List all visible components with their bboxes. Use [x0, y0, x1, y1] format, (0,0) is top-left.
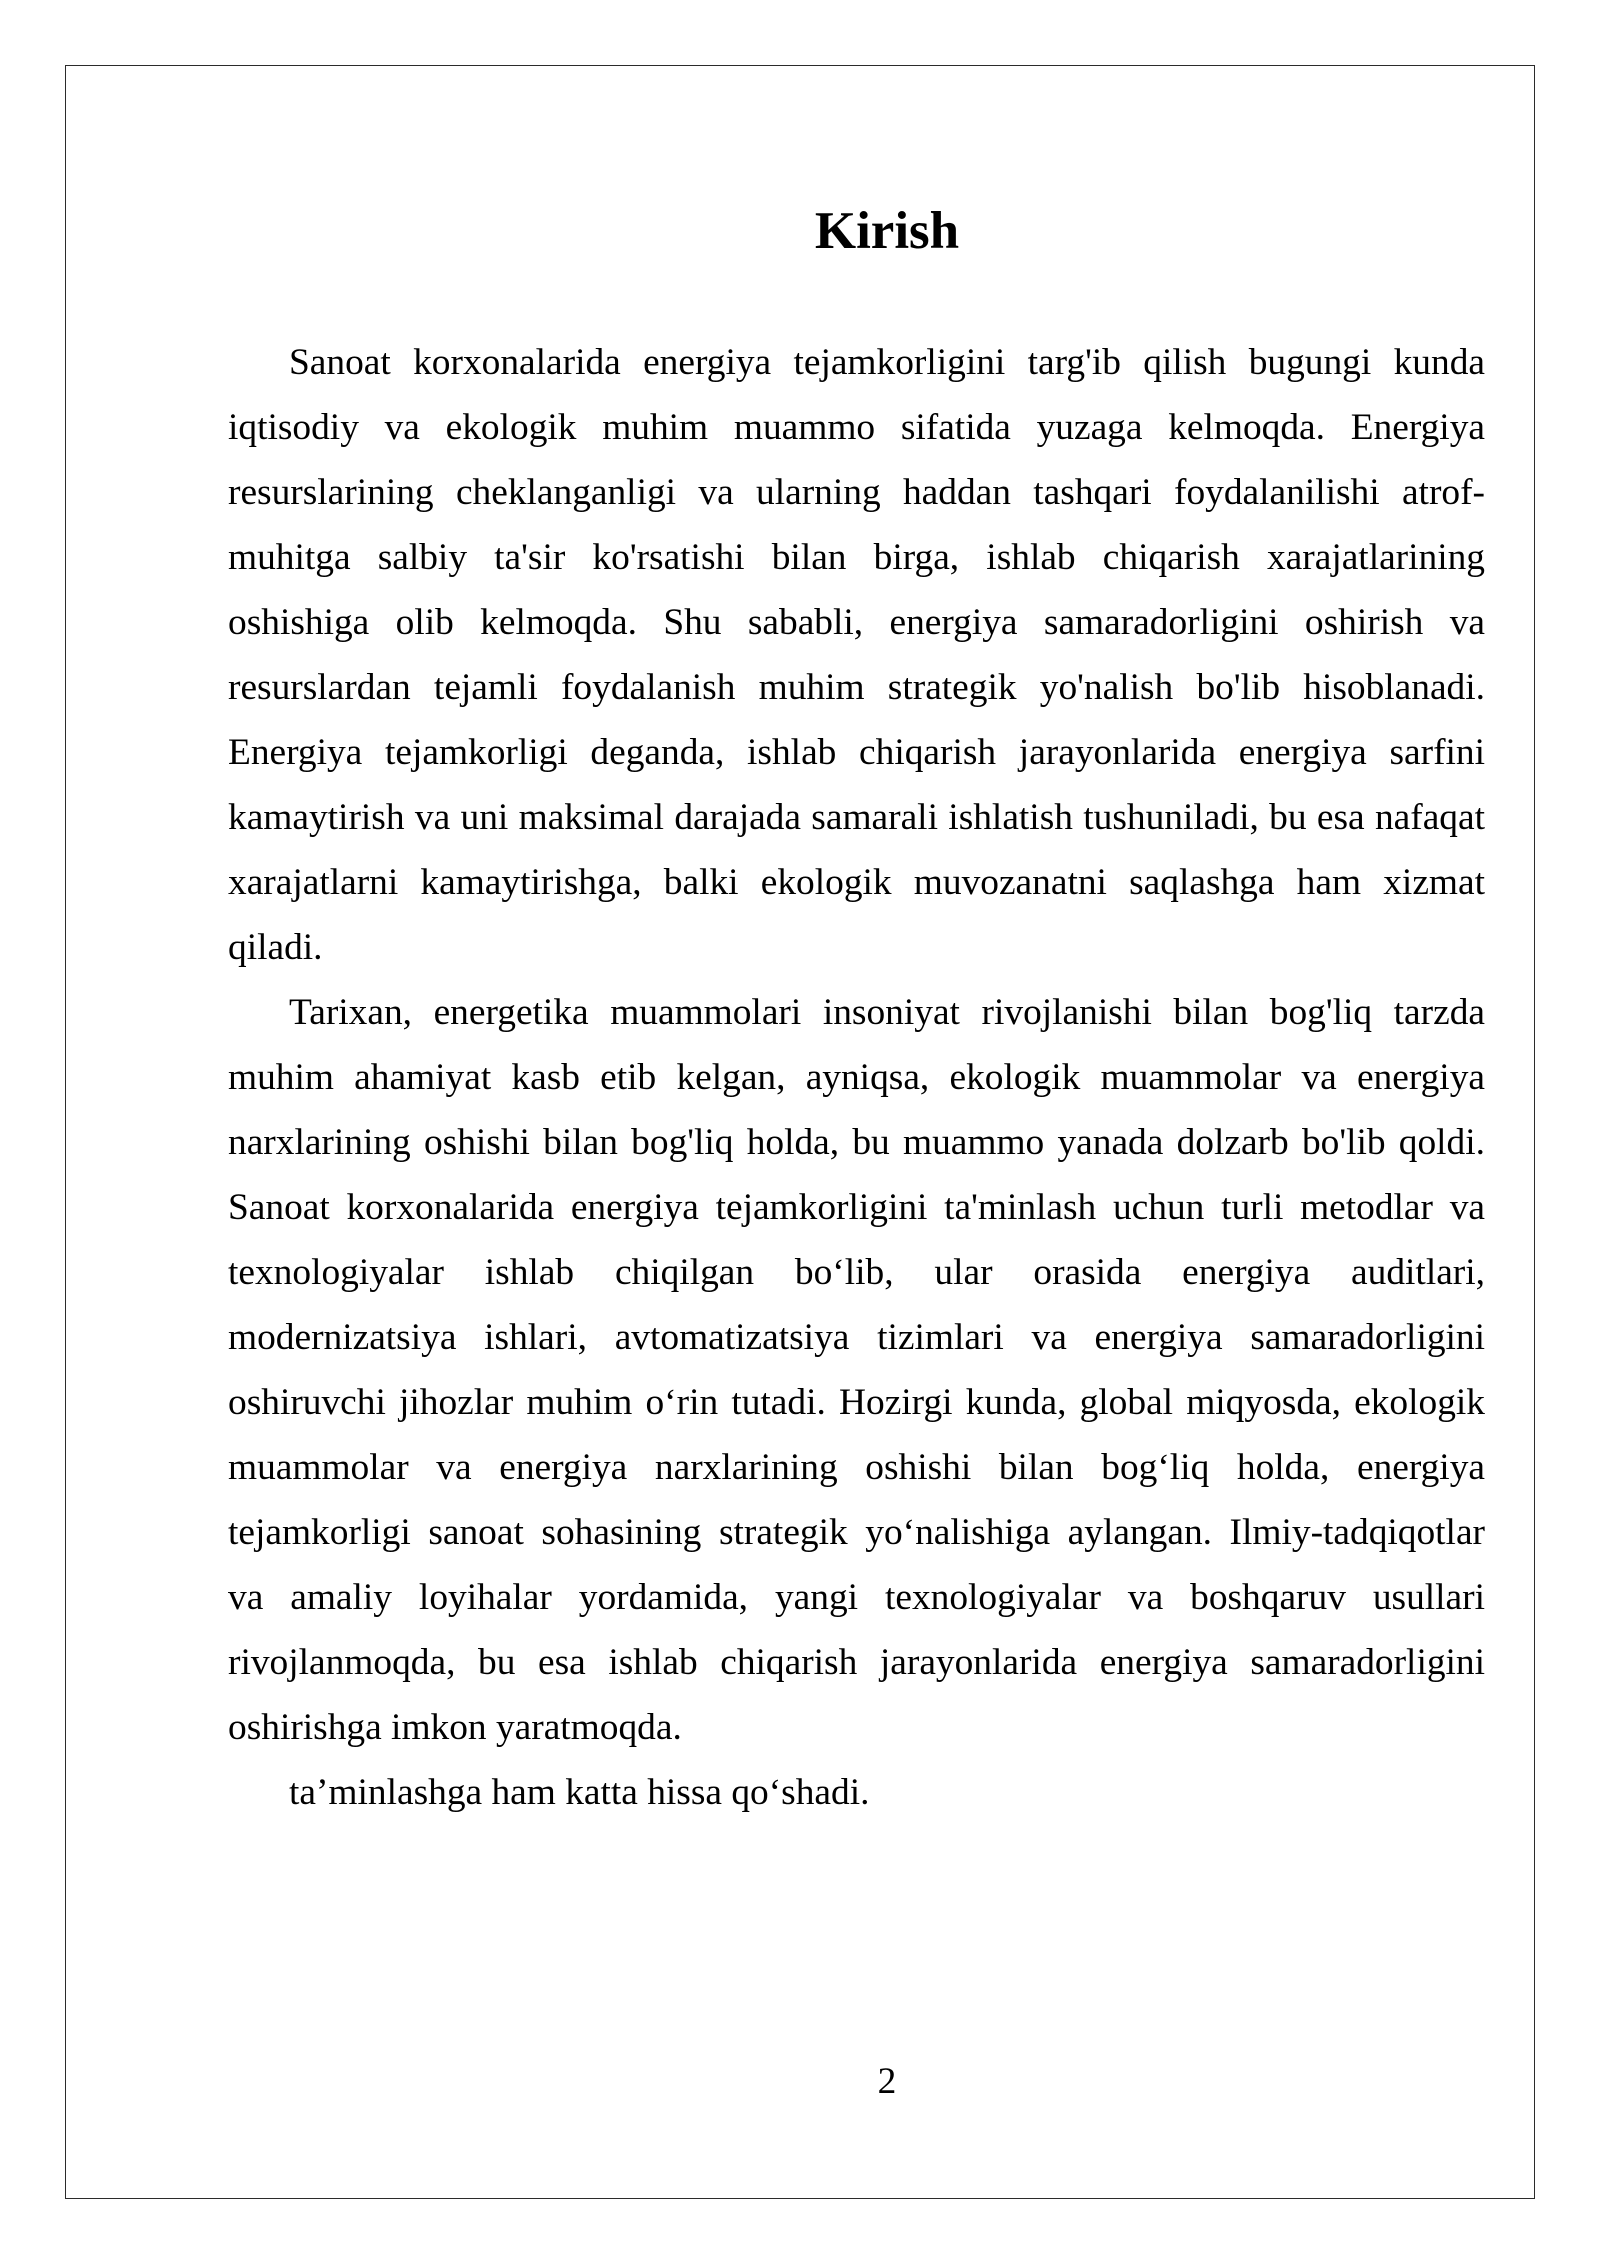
text-line: modernizatsiya ishlari, avtomatizatsiya tizimlari va energiya samaradorligini [228, 1317, 1485, 1358]
text-line: muammolar va energiya narxlarining oshishi bilan bog‘liq holda, energiya [228, 1447, 1485, 1488]
paragraph-3 [228, 1760, 1485, 1825]
text-line: muhitga salbiy ta'sir ko'rsatishi bilan birga, ishlab chiqarish xarajatlarining [228, 537, 1485, 578]
text-line: Sanoat korxonalarida energiya tejamkorligini targ'ib qilish bugungi kunda [289, 342, 1485, 383]
text-line: ta’minlashga ham katta hissa qo‘shadi. [289, 1772, 870, 1813]
text-line: narxlarining oshishi bilan bog'liq holda, bu muammo yanada dolzarb bo'lib qoldi. [228, 1122, 1485, 1163]
text-line: qiladi. [228, 927, 323, 968]
text-line: tejamkorligi sanoat sohasining strategik yo‘nalishiga aylangan. Ilmiy-tadqiqotlar [228, 1512, 1485, 1553]
text-line: oshirishga imkon yaratmoqda. [228, 1707, 682, 1748]
paragraph-2 [228, 980, 1485, 1760]
text-line: iqtisodiy va ekologik muhim muammo sifatida yuzaga kelmoqda. Energiya [228, 407, 1485, 448]
text-line: muhim ahamiyat kasb etib kelgan, ayniqsa, ekologik muammolar va energiya [228, 1057, 1485, 1098]
text-line: oshishiga olib kelmoqda. Shu sababli, energiya samaradorligini oshirish va [228, 602, 1485, 643]
text-line: Energiya tejamkorligi deganda, ishlab chiqarish jarayonlarida energiya sarfini [228, 732, 1485, 773]
text-line: va amaliy loyihalar yordamida, yangi texnologiyalar va boshqaruv usullari [228, 1577, 1485, 1618]
text-line: Tarixan, energetika muammolari insoniyat rivojlanishi bilan bog'liq tarzda [289, 992, 1485, 1033]
text-line: resurslardan tejamli foydalanish muhim strategik yo'nalish bo'lib hisoblanadi. [228, 667, 1485, 708]
text-line: kamaytirish va uni maksimal darajada samarali ishlatish tushuniladi, bu esa nafaqat [228, 797, 1485, 838]
text-line: Sanoat korxonalarida energiya tejamkorligini ta'minlash uchun turli metodlar va [228, 1187, 1485, 1228]
section-heading: Kirish [814, 202, 960, 260]
text-line: resurslarining cheklanganligi va ularning haddan tashqari foydalanilishi atrof- [228, 472, 1485, 513]
text-line: oshiruvchi jihozlar muhim o‘rin tutadi. Hozirgi kunda, global miqyosda, ekologik [228, 1382, 1485, 1423]
body-text [228, 330, 1485, 1825]
text-line: xarajatlarni kamaytirishga, balki ekologik muvozanatni saqlashga ham xizmat [228, 862, 1485, 903]
page-number: 2 [877, 2061, 897, 2102]
paragraph-1 [228, 330, 1485, 980]
text-line: texnologiyalar ishlab chiqilgan bo‘lib, ular orasida energiya auditlari, [228, 1252, 1485, 1293]
text-line: rivojlanmoqda, bu esa ishlab chiqarish jarayonlarida energiya samaradorligini [228, 1642, 1485, 1683]
